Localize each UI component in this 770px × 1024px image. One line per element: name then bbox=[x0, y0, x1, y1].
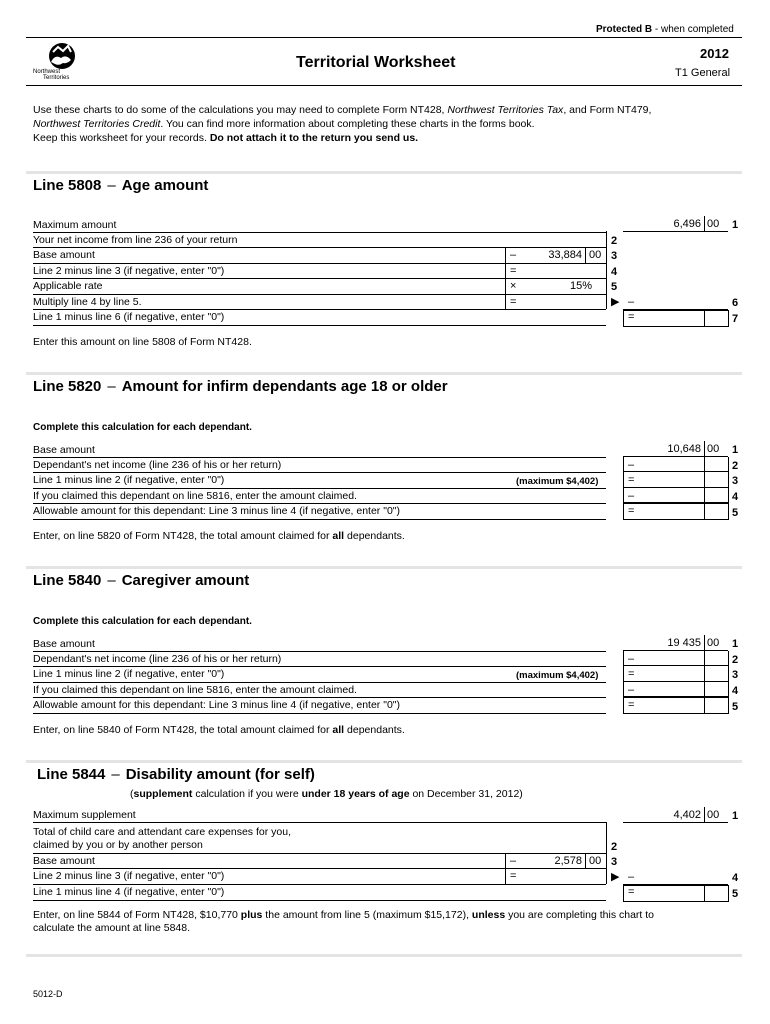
row-label: Dependant's net income (line 236 of his or her return) bbox=[33, 653, 282, 665]
line-number: 4 bbox=[732, 491, 739, 503]
note-5844: Enter, on line 5844 of Form NT428, $10,770 plus the amount from line 5 (maximum $15,172), unless you are completing this chart to calculate the amount at line 5848. bbox=[33, 909, 654, 934]
line-number: 3 bbox=[732, 669, 739, 681]
line-number: 1 bbox=[732, 638, 739, 650]
row-label: If you claimed this dependant on line 5816, enter the amount claimed. bbox=[33, 684, 357, 696]
minus-sign: – bbox=[628, 490, 635, 502]
max-amount-5808[interactable]: 6,496 bbox=[673, 218, 701, 230]
equals-sign: = bbox=[510, 265, 517, 277]
equals-sign: = bbox=[628, 886, 635, 898]
section-5820-heading: Line 5820 – Amount for infirm dependants age 18 or older bbox=[33, 378, 448, 395]
row-label: Line 1 minus line 6 (if negative, enter "0") bbox=[33, 311, 225, 323]
minus-sign: – bbox=[628, 653, 635, 665]
form-code: 5012-D bbox=[33, 989, 63, 999]
base-amount-5820[interactable]: 10,648 bbox=[667, 443, 701, 455]
row-label: Base amount bbox=[33, 444, 95, 456]
line-number: 3 bbox=[732, 475, 739, 487]
section-5840-sub: Complete this calculation for each dependant. bbox=[33, 616, 252, 627]
input-box-5820-4[interactable] bbox=[623, 488, 729, 503]
row-label: Maximum amount bbox=[33, 219, 117, 231]
input-box-5840-5[interactable] bbox=[623, 697, 729, 714]
line-number: 7 bbox=[732, 313, 739, 325]
arrow-icon: ▶ bbox=[611, 296, 620, 308]
row-label: Allowable amount for this dependant: Line 3 minus line 4 (if negative, enter "0") bbox=[33, 505, 401, 517]
intro-text: Use these charts to do some of the calculations you may need to complete Form NT428, Northwest Territories Tax, and Form NT479, Northwest Territories Credit. You can find more information about completing these charts in the forms book. Keep this worksheet for your records. Do not attach it to the return you send us. bbox=[33, 104, 652, 144]
input-box-5840-2[interactable] bbox=[623, 651, 729, 666]
max-cents-5808[interactable]: 00 bbox=[707, 218, 720, 230]
base-amount-5808[interactable]: 33,884 bbox=[548, 249, 582, 261]
row-label: Applicable rate bbox=[33, 280, 103, 292]
line-number: 5 bbox=[732, 507, 739, 519]
row-label: claimed by you or by another person bbox=[33, 839, 203, 851]
input-box-5840-3[interactable] bbox=[623, 666, 729, 682]
section-5840-heading: Line 5840 – Caregiver amount bbox=[33, 572, 250, 589]
equals-sign: = bbox=[628, 699, 635, 711]
minus-sign: – bbox=[628, 684, 635, 696]
input-box-5820-2[interactable] bbox=[623, 457, 729, 472]
line-number: 4 bbox=[732, 685, 739, 697]
section-5844-heading: Line 5844 – Disability amount (for self) bbox=[37, 766, 315, 783]
protected-label: Protected B - when completed bbox=[596, 24, 734, 35]
row-label: Allowable amount for this dependant: Line 3 minus line 4 (if negative, enter "0") bbox=[33, 699, 401, 711]
row-label: Line 2 minus line 3 (if negative, enter "0") bbox=[33, 870, 225, 882]
row-label: Base amount bbox=[33, 855, 95, 867]
row-label: Dependant's net income (line 236 of his or her return) bbox=[33, 459, 282, 471]
line-number: 4 bbox=[611, 266, 618, 278]
line-number: 2 bbox=[611, 841, 618, 853]
page-title: Territorial Worksheet bbox=[296, 54, 456, 71]
max-cents-5844[interactable]: 00 bbox=[707, 809, 720, 821]
note-5820: Enter, on line 5820 of Form NT428, the total amount claimed for all dependants. bbox=[33, 530, 405, 542]
line-number: 3 bbox=[611, 856, 618, 868]
base-cents-5840[interactable]: 00 bbox=[707, 637, 720, 649]
minus-sign: – bbox=[628, 871, 635, 883]
equals-sign: = bbox=[628, 505, 635, 517]
row-label: Line 1 minus line 2 (if negative, enter "0") bbox=[33, 474, 225, 486]
minus-sign: – bbox=[510, 249, 517, 261]
max-amount-5844[interactable]: 4,402 bbox=[673, 809, 701, 821]
line-number: 5 bbox=[732, 888, 739, 900]
result-box-5808[interactable] bbox=[623, 310, 729, 327]
row-label: Line 1 minus line 2 (if negative, enter "0") bbox=[33, 668, 225, 680]
note-5840: Enter, on line 5840 of Form NT428, the total amount claimed for all dependants. bbox=[33, 724, 405, 736]
line-number: 3 bbox=[611, 250, 618, 262]
row-label: Base amount bbox=[33, 249, 95, 261]
row-label: Multiply line 4 by line 5. bbox=[33, 296, 142, 308]
maximum-note: (maximum $4,402) bbox=[516, 476, 599, 487]
minus-sign: – bbox=[628, 459, 635, 471]
equals-sign: = bbox=[628, 668, 635, 680]
input-box-5820-3[interactable] bbox=[623, 472, 729, 488]
line-number: 1 bbox=[732, 444, 739, 456]
line-number: 2 bbox=[611, 235, 618, 247]
rate-5808: 15% bbox=[569, 280, 592, 292]
row-label: Total of child care and attendant care expenses for you, bbox=[33, 826, 291, 838]
times-sign: × bbox=[510, 280, 517, 292]
row-label: Your net income from line 236 of your return bbox=[33, 234, 238, 246]
base-cents-5808[interactable]: 00 bbox=[589, 249, 602, 261]
tax-year: 2012 bbox=[700, 46, 729, 61]
base-amount-5840[interactable]: 19 435 bbox=[667, 637, 701, 649]
line-number: 4 bbox=[732, 872, 739, 884]
maximum-note: (maximum $4,402) bbox=[516, 670, 599, 681]
nwt-logo bbox=[33, 42, 83, 82]
equals-sign: = bbox=[510, 870, 517, 882]
arrow-icon: ▶ bbox=[611, 871, 620, 883]
row-label: Maximum supplement bbox=[33, 809, 136, 821]
line-number: 5 bbox=[732, 701, 739, 713]
row-label: If you claimed this dependant on line 5816, enter the amount claimed. bbox=[33, 490, 357, 502]
line-number: 1 bbox=[732, 219, 739, 231]
result-box-5844[interactable] bbox=[623, 885, 729, 902]
section-5844-sub: (supplement calculation if you were under 18 years of age on December 31, 2012) bbox=[130, 788, 523, 800]
line-number: 1 bbox=[732, 810, 739, 822]
equals-sign: = bbox=[628, 311, 635, 323]
base-cents-5820[interactable]: 00 bbox=[707, 443, 720, 455]
minus-sign: – bbox=[510, 855, 517, 867]
equals-sign: = bbox=[628, 474, 635, 486]
base-amount-5844[interactable]: 2,578 bbox=[554, 855, 582, 867]
input-box-5840-4[interactable] bbox=[623, 682, 729, 697]
equals-sign: = bbox=[510, 296, 517, 308]
row-label: Base amount bbox=[33, 638, 95, 650]
row-label: Line 2 minus line 3 (if negative, enter "0") bbox=[33, 265, 225, 277]
minus-sign: – bbox=[628, 296, 635, 308]
line-number: 6 bbox=[732, 297, 739, 309]
logo-text: Northwest Territories bbox=[33, 69, 70, 81]
line-number: 2 bbox=[732, 460, 739, 472]
input-box-5820-5[interactable] bbox=[623, 503, 729, 520]
base-cents-5844[interactable]: 00 bbox=[589, 855, 602, 867]
form-name: T1 General bbox=[675, 67, 731, 79]
note-5808: Enter this amount on line 5808 of Form NT428. bbox=[33, 336, 252, 348]
line-number: 2 bbox=[732, 654, 739, 666]
section-5820-sub: Complete this calculation for each dependant. bbox=[33, 422, 252, 433]
row-label: Line 1 minus line 4 (if negative, enter "0") bbox=[33, 886, 225, 898]
line-number: 5 bbox=[611, 281, 618, 293]
section-5808-heading: Line 5808 – Age amount bbox=[33, 177, 209, 194]
